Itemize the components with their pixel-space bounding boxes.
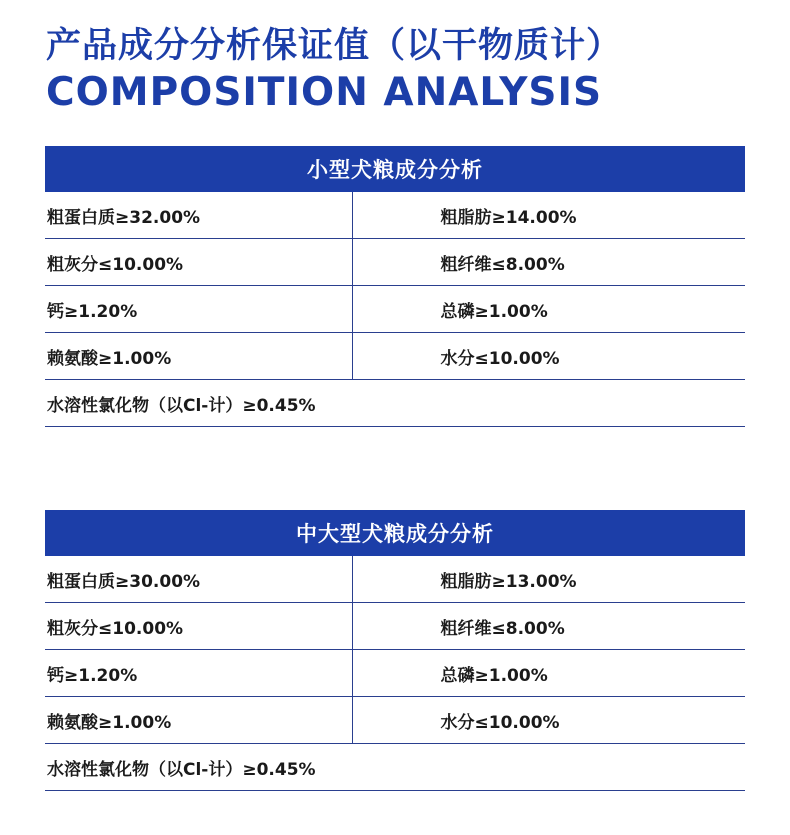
table-cell: 粗脂肪≥13.00% (440, 571, 577, 592)
table-cell: 赖氨酸≥1.00% (45, 333, 353, 379)
table-footer-row (45, 380, 745, 427)
small-dog-analysis-table (45, 146, 745, 427)
page-title-cn: 产品成分分析保证值（以干物质计） (46, 26, 623, 66)
table-cell: 水溶性氯化物（以Cl-计）≥0.45% (47, 395, 316, 416)
table-row (45, 333, 745, 380)
table-cell: 钙≥1.20% (45, 650, 353, 696)
table-cell: 水分≤10.00% (440, 712, 560, 733)
table-header: 中大型犬粮成分分析 (45, 510, 745, 556)
table-cell: 粗纤维≤8.00% (440, 618, 565, 639)
table-footer-row (45, 744, 745, 791)
table-row (45, 286, 745, 333)
table-cell: 粗蛋白质≥32.00% (45, 192, 353, 238)
table-cell: 粗蛋白质≥30.00% (45, 556, 353, 602)
table-row (45, 697, 745, 744)
table-header: 小型犬粮成分分析 (45, 146, 745, 192)
table-cell: 粗灰分≤10.00% (45, 239, 353, 285)
table-cell: 粗脂肪≥14.00% (440, 207, 577, 228)
medium-large-dog-analysis-table (45, 510, 745, 791)
table-row (45, 192, 745, 239)
table-cell: 粗纤维≤8.00% (440, 254, 565, 275)
table-cell: 水溶性氯化物（以Cl-计）≥0.45% (47, 759, 316, 780)
page-title-en: COMPOSITION ANALYSIS (46, 70, 603, 115)
table-cell: 赖氨酸≥1.00% (45, 697, 353, 743)
table-row (45, 603, 745, 650)
table-cell: 总磷≥1.00% (440, 665, 548, 686)
table-row (45, 239, 745, 286)
table-cell: 钙≥1.20% (45, 286, 353, 332)
table-cell: 水分≤10.00% (440, 348, 560, 369)
table-cell: 总磷≥1.00% (440, 301, 548, 322)
table-row (45, 650, 745, 697)
table-cell: 粗灰分≤10.00% (45, 603, 353, 649)
table-row (45, 556, 745, 603)
